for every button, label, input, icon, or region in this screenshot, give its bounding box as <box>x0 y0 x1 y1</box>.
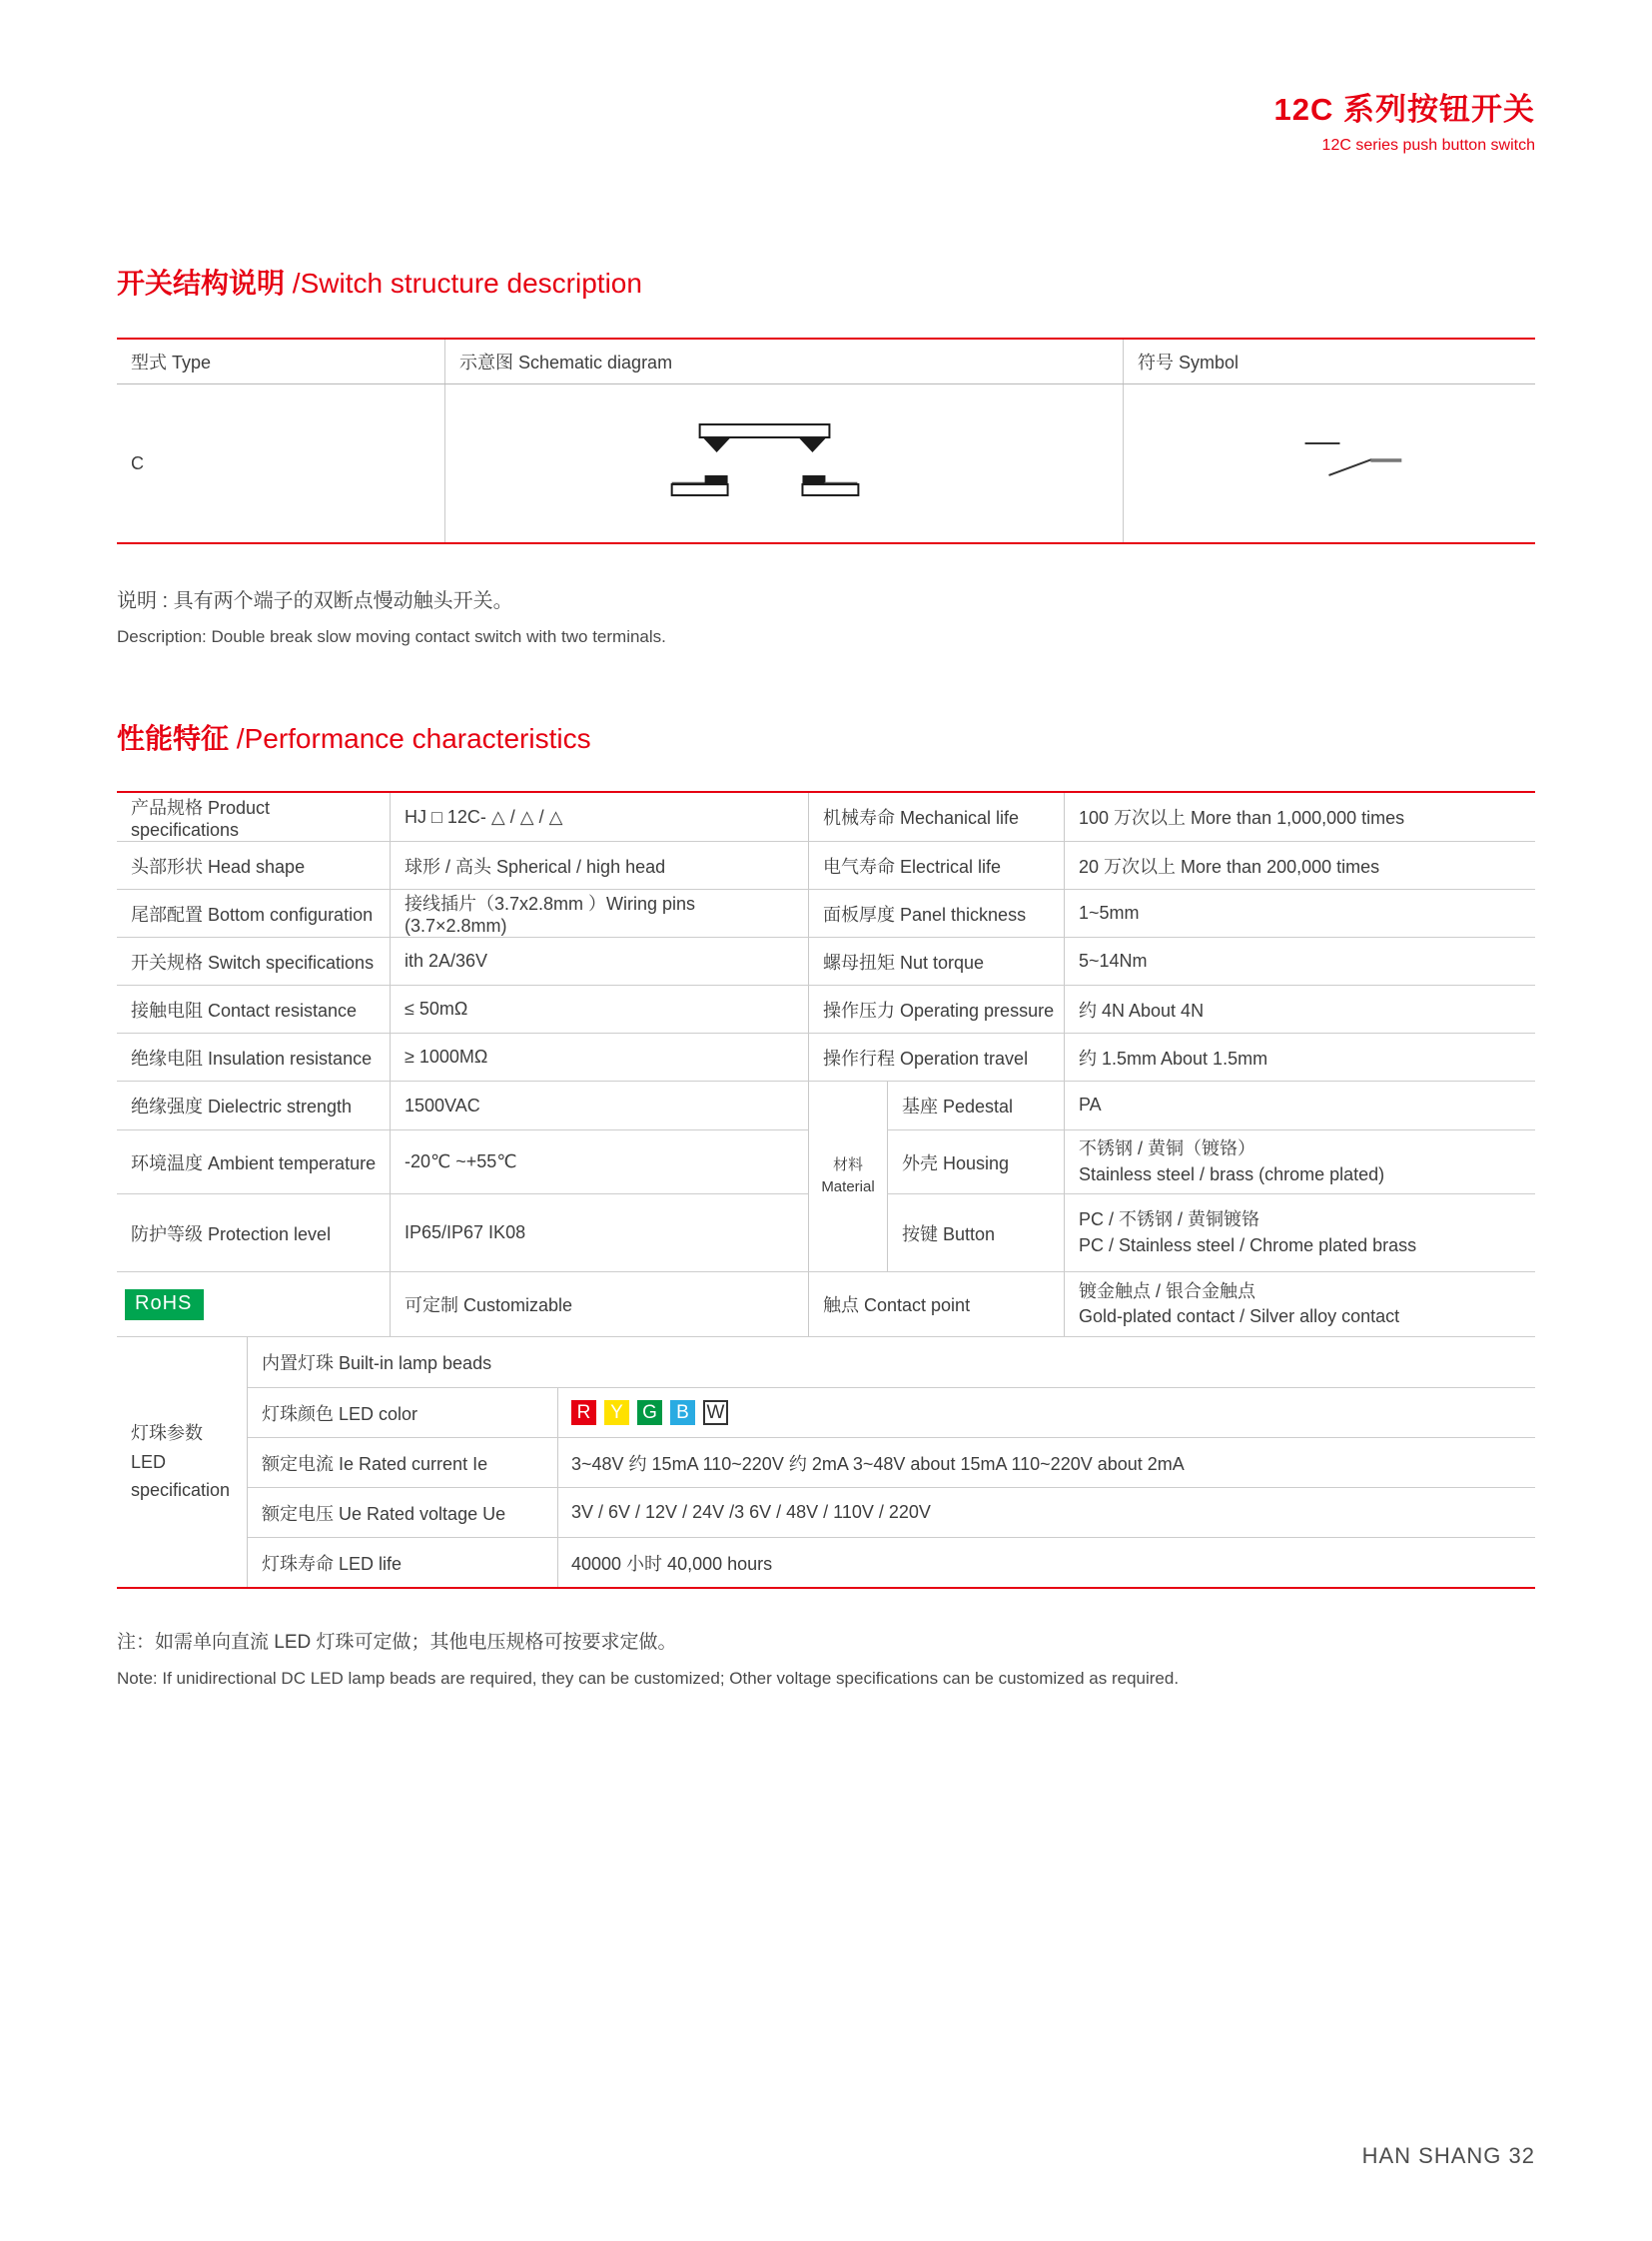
column-header-symbol: 符号 Symbol <box>1123 340 1535 383</box>
spec-value: 3V / 6V / 12V / 24V /3 6V / 48V / 110V / 220V <box>557 1488 1535 1537</box>
material-part-label: 按键 Button <box>887 1193 1064 1271</box>
spec-label: 额定电流 Ie Rated current Ie <box>262 1453 488 1474</box>
doc-title: 12C 系列按钮开关 <box>1273 92 1535 127</box>
spec-value: 5~14Nm <box>1064 937 1535 985</box>
spec-value: HJ □ 12C- △ / △ / △ <box>390 793 808 841</box>
spec-value: 3~48V 约 15mA 110~220V 约 2mA 3~48V about 15mA 110~220V about 2mA <box>557 1438 1535 1487</box>
spec-value: 可定制 Customizable <box>390 1272 808 1336</box>
led-color-w: W <box>703 1400 728 1425</box>
led-group-line: LED <box>131 1451 167 1472</box>
spec-label: 面板厚度 Panel thickness <box>808 889 1064 937</box>
structure-heading-zh: 开关结构说明 <box>117 268 286 299</box>
material-group-cell <box>808 1082 887 1271</box>
spec-label: 电气寿命 Electrical life <box>808 841 1064 889</box>
spec-value: 接线插片（3.7x2.8mm ）Wiring pins (3.7×2.8mm) <box>390 889 808 937</box>
spec-value: 20 万次以上 More than 200,000 times <box>1064 841 1535 889</box>
led-color-row <box>248 1387 1535 1437</box>
spec-value: IP65/IP67 IK08 <box>390 1193 808 1271</box>
material-label-zh: 材料 <box>832 1155 863 1173</box>
type-value: C <box>131 452 144 473</box>
doc-subtitle: 12C series push button switch <box>1321 137 1535 154</box>
structure-table-header-row <box>117 340 1535 384</box>
led-color-b: B <box>670 1400 695 1425</box>
spec-label: 操作压力 Operating pressure <box>808 985 1064 1033</box>
material-part-value <box>1064 1193 1535 1271</box>
material-label-en: Material <box>821 1178 875 1195</box>
spec-label: 产品规格 Product specifications <box>131 797 271 840</box>
document-header <box>1274 84 1535 155</box>
switch-structure-table <box>117 338 1535 544</box>
value-line-2: Stainless steel / brass (chrome plated) <box>1079 1163 1385 1184</box>
column-header-schematic: 示意图 Schematic diagram <box>444 340 1123 383</box>
value-line-1: PA <box>1079 1095 1102 1116</box>
performance-table <box>117 791 1535 1589</box>
led-group-line: 灯珠参数 <box>131 1422 203 1443</box>
performance-heading-zh: 性能特征 <box>117 723 230 754</box>
value-line-2: PC / Stainless steel / Chrome plated brass <box>1079 1234 1417 1255</box>
spec-label: 绝缘电阻 Insulation resistance <box>117 1033 390 1081</box>
page-footer: HAN SHANG 32 <box>1361 2143 1535 2168</box>
spec-value: 40000 小时 40,000 hours <box>557 1538 1535 1587</box>
spec-label: 环境温度 Ambient temperature <box>117 1129 390 1193</box>
value-line-1: 不锈钢 / 黄铜（镀铬） <box>1079 1138 1256 1159</box>
led-builtin-row: 内置灯珠 Built-in lamp beads <box>262 1353 492 1373</box>
spec-label: 开关规格 Switch specifications <box>117 937 390 985</box>
spec-value: 约 4N About 4N <box>1064 985 1535 1033</box>
led-life-row <box>248 1537 1535 1587</box>
spec-value: ith 2A/36V <box>390 937 808 985</box>
material-part-label: 基座 Pedestal <box>887 1082 1064 1129</box>
material-part-value <box>1064 1082 1535 1129</box>
spec-label: 灯珠颜色 LED color <box>262 1403 418 1424</box>
spec-label: 螺母扭矩 Nut torque <box>808 937 1064 985</box>
rohs-badge: RoHS <box>125 1289 204 1320</box>
switch-symbol <box>1124 384 1535 542</box>
rohs-row <box>117 1271 1535 1336</box>
spec-label: 头部形状 Head shape <box>117 841 390 889</box>
led-group-line: specification <box>131 1480 231 1501</box>
spec-value: 1500VAC <box>390 1082 808 1129</box>
structure-note-en: Description: Double break slow moving contact switch with two terminals. <box>117 627 666 646</box>
spec-value: 球形 / 高头 Spherical / high head <box>390 841 808 889</box>
schematic-cell <box>444 384 1123 542</box>
spec-label: 触点 Contact point <box>808 1272 1064 1336</box>
led-current-row <box>248 1437 1535 1487</box>
column-header-type: 型式 Type <box>131 353 212 373</box>
spec-label: 灯珠寿命 LED life <box>262 1553 403 1574</box>
spec-value: 约 1.5mm About 1.5mm <box>1064 1033 1535 1081</box>
performance-heading-en: /Performance characteristics <box>229 723 591 754</box>
spec-label: 接触电阻 Contact resistance <box>117 985 390 1033</box>
performance-basic-rows <box>117 793 1535 1081</box>
performance-material-rows <box>117 1081 1535 1271</box>
schematic-diagram <box>445 384 1123 542</box>
performance-section-heading <box>117 717 1535 757</box>
structure-table-row-c <box>117 384 1535 542</box>
value-line-1: PC / 不锈钢 / 黄铜镀铬 <box>1079 1209 1260 1230</box>
spec-label: 机械寿命 Mechanical life <box>808 793 1064 841</box>
spec-label: 操作行程 Operation travel <box>808 1033 1064 1081</box>
spec-value: ≤ 50mΩ <box>390 985 808 1033</box>
spec-value: ≥ 1000MΩ <box>390 1033 808 1081</box>
material-part-value <box>1064 1129 1535 1193</box>
contact-point-value <box>1064 1272 1535 1336</box>
led-spec-group-label <box>117 1337 248 1587</box>
structure-heading-en: /Switch structure description <box>285 268 642 299</box>
performance-footnote-zh: 注：如需单向直流 LED 灯珠可定做；其他电压规格可按要求定做。 <box>117 1632 677 1653</box>
value-line-1: 镀金触点 / 银合金触点 <box>1079 1280 1256 1301</box>
led-color-r: R <box>571 1400 596 1425</box>
spec-label: 防护等级 Protection level <box>117 1193 390 1271</box>
symbol-cell <box>1123 384 1535 542</box>
material-part-label: 外壳 Housing <box>887 1129 1064 1193</box>
spec-label: 尾部配置 Bottom configuration <box>117 889 390 937</box>
led-voltage-row <box>248 1487 1535 1537</box>
value-line-2: Gold-plated contact / Silver alloy contact <box>1079 1306 1400 1326</box>
structure-note-zh: 说明 : 具有两个端子的双断点慢动触头开关。 <box>117 590 513 612</box>
led-color-g: G <box>637 1400 662 1425</box>
spec-label: 绝缘强度 Dielectric strength <box>131 1097 353 1117</box>
led-color-swatches <box>557 1388 1535 1437</box>
led-spec-rows <box>248 1337 1535 1587</box>
rohs-badge-cell <box>117 1272 390 1336</box>
spec-value: -20℃ ~+55℃ <box>390 1129 808 1193</box>
page-content <box>117 0 1535 1689</box>
performance-footnote-en: Note: If unidirectional DC LED lamp beads are required, they can be customized; Other voltage specifications can be customized as required. <box>117 1669 1180 1688</box>
led-color-y: Y <box>604 1400 629 1425</box>
spec-value: 100 万次以上 More than 1,000,000 times <box>1064 793 1535 841</box>
spec-value: 1~5mm <box>1064 889 1535 937</box>
led-specification-block <box>117 1336 1535 1587</box>
spec-label: 额定电压 Ue Rated voltage Ue <box>262 1503 506 1524</box>
